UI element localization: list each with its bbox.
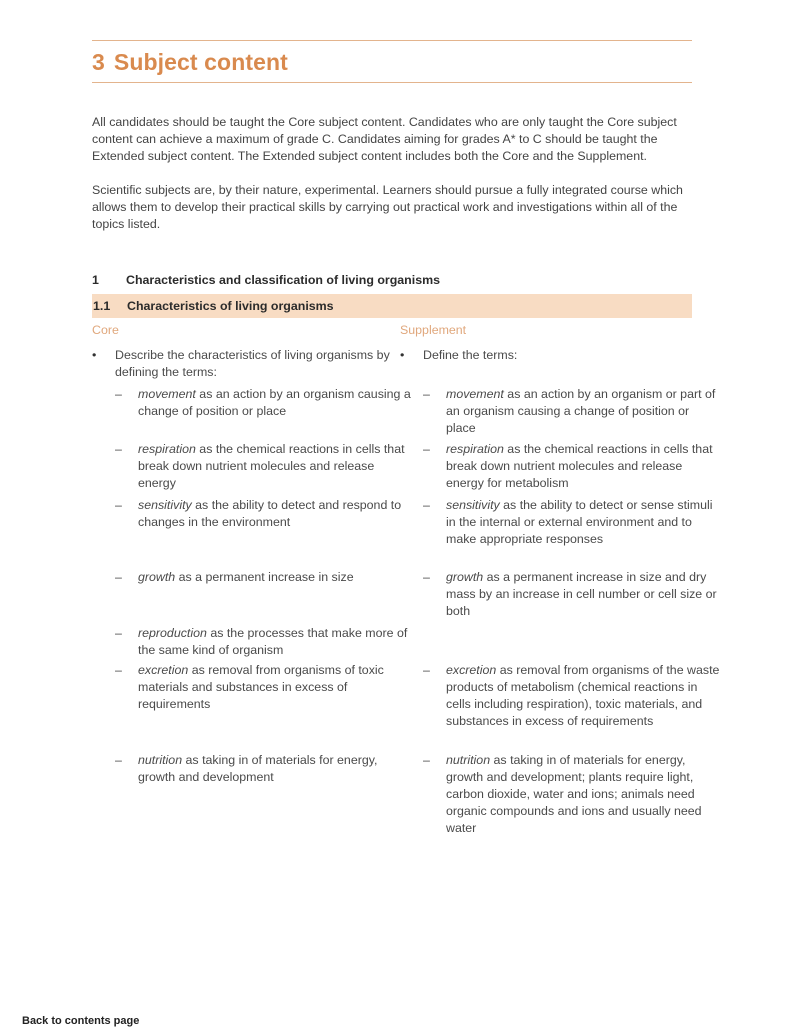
section-title: Subject content xyxy=(113,49,288,75)
definition: as a permanent increase in size and dry mass by an increase in cell number or cell size or both xyxy=(446,570,717,618)
term: excretion xyxy=(138,663,189,677)
core-column xyxy=(92,347,411,784)
supplement-item-movement xyxy=(423,386,721,437)
core-item-reproduction xyxy=(115,625,413,659)
term: respiration xyxy=(138,442,196,456)
subtopic-title: Characteristics of living organisms xyxy=(127,299,334,313)
supplement-bullet-text: Define the terms: xyxy=(423,348,518,362)
core-heading: Core xyxy=(92,323,119,337)
term: growth xyxy=(446,570,484,584)
supplement-item-sensitivity xyxy=(423,497,721,548)
supplement-item-growth xyxy=(423,569,721,620)
back-to-contents-link[interactable]: Back to contents page xyxy=(22,1015,140,1027)
topic-heading xyxy=(92,273,440,287)
dash-icon: – xyxy=(115,570,122,584)
definition: as a permanent increase in size xyxy=(175,570,354,584)
term: movement xyxy=(446,387,504,401)
definition: as the ability to detect or sense stimuli in the internal or external environment and to make appropriate responses xyxy=(446,498,713,546)
term: sensitivity xyxy=(138,498,192,512)
term: nutrition xyxy=(446,753,491,767)
definition: as an action by an organism or part of an organism causing a change of position or place xyxy=(446,387,716,435)
core-bullet xyxy=(92,347,392,381)
dash-icon: – xyxy=(115,626,122,640)
core-item-growth xyxy=(115,569,413,586)
dash-icon: – xyxy=(423,442,430,456)
term: reproduction xyxy=(138,626,207,640)
bullet-icon: • xyxy=(92,348,97,362)
term: respiration xyxy=(446,442,504,456)
definition: as the processes that make more of the same kind of organism xyxy=(138,626,408,657)
dash-icon: – xyxy=(423,570,430,584)
definition: as the chemical reactions in cells that break down nutrient molecules and release energy for metabolism xyxy=(446,442,713,490)
core-item-sensitivity xyxy=(115,497,413,531)
term: movement xyxy=(138,387,196,401)
term: nutrition xyxy=(138,753,183,767)
dash-icon: – xyxy=(423,387,430,401)
term: excretion xyxy=(446,663,497,677)
definition: as removal from organisms of toxic materials and substances in excess of requirements xyxy=(138,663,384,711)
definition: as the chemical reactions in cells that break down nutrient molecules and release energy xyxy=(138,442,405,490)
definition: as taking in of materials for energy, growth and development; plants require light, carbon dioxide, water and ions; animals need organic compounds and ions and usually need water xyxy=(446,753,702,835)
core-item-excretion xyxy=(115,662,413,713)
dash-icon: – xyxy=(115,498,122,512)
definition: as an action by an organism causing a change of position or place xyxy=(138,387,411,418)
page-title xyxy=(92,49,288,76)
supplement-item-excretion xyxy=(423,662,721,730)
dash-icon: – xyxy=(423,498,430,512)
subtopic-heading xyxy=(92,294,692,318)
core-item-nutrition xyxy=(115,752,413,786)
core-bullet-text: Describe the characteristics of living organisms by defining the terms: xyxy=(115,348,390,379)
dash-icon: – xyxy=(115,387,122,401)
supplement-column xyxy=(400,347,720,835)
supplement-heading: Supplement xyxy=(400,323,467,337)
dash-icon: – xyxy=(115,753,122,767)
intro-paragraph: All candidates should be taught the Core subject content. Candidates who are only taught the Core subject content can achieve a maximum of grade C. Candidates aiming for grades A* to C should be taught the Extended subject content. The Extended subject content includes both the Core and the Supplement. xyxy=(92,115,677,163)
supplement-item-respiration xyxy=(423,441,721,492)
topic-number: 1 xyxy=(92,273,99,287)
bullet-icon: • xyxy=(400,348,405,362)
title-rule-top xyxy=(92,40,692,41)
definition: as taking in of materials for energy, growth and development xyxy=(138,753,378,784)
definition: as the ability to detect and respond to changes in the environment xyxy=(138,498,402,529)
term: growth xyxy=(138,570,176,584)
dash-icon: – xyxy=(423,663,430,677)
term: sensitivity xyxy=(446,498,500,512)
supplement-item-nutrition xyxy=(423,752,721,837)
dash-icon: – xyxy=(115,663,122,677)
intro-paragraph: Scientific subjects are, by their nature, experimental. Learners should pursue a fully integrated course which allows them to develop their practical skills by carrying out practical work and investigations within all of the topics listed. xyxy=(92,183,683,231)
dash-icon: – xyxy=(115,442,122,456)
supplement-bullet xyxy=(400,347,700,364)
topic-title: Characteristics and classification of living organisms xyxy=(126,273,440,287)
dash-icon: – xyxy=(423,753,430,767)
core-item-respiration xyxy=(115,441,413,492)
definition: as removal from organisms of the waste products of metabolism (chemical reactions in cells including respiration), toxic materials, and substances in excess of requirements xyxy=(446,663,720,728)
title-rule-bottom xyxy=(92,82,692,83)
subtopic-number: 1.1 xyxy=(93,299,111,313)
section-number: 3 xyxy=(92,49,105,75)
intro-text xyxy=(92,114,692,250)
core-item-movement xyxy=(115,386,413,420)
